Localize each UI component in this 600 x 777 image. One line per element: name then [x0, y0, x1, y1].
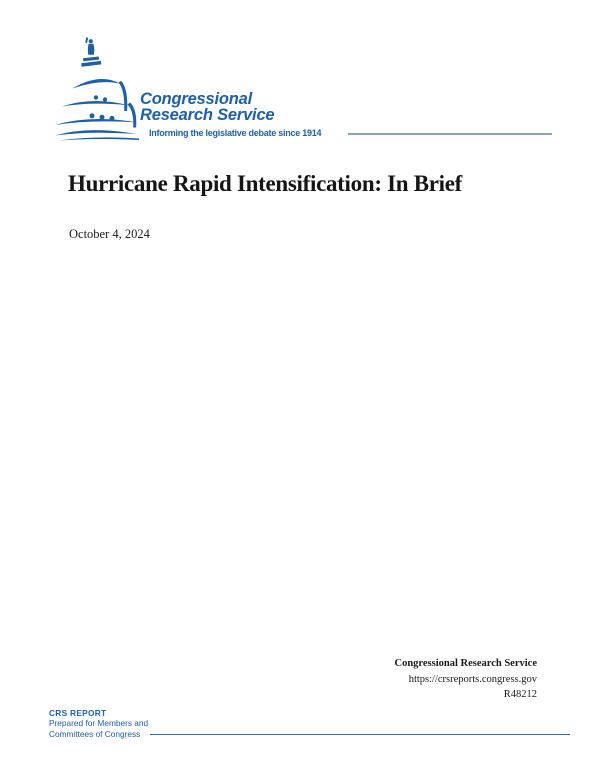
footer-rule	[150, 734, 570, 735]
footer-publisher: Congressional Research Service	[394, 658, 537, 669]
logo-org-line2: Research Service	[140, 105, 275, 124]
logo-tagline: Informing the legislative debate since 1914	[149, 128, 322, 138]
report-number: R48212	[503, 689, 537, 701]
report-date: October 4, 2024	[69, 227, 150, 241]
header-rule	[348, 133, 552, 135]
footer-report-type-block	[49, 708, 148, 739]
prepared-for-line1: Prepared for Members and	[49, 718, 149, 729]
footer-publisher-block	[394, 656, 537, 703]
prepared-for-line2: Committees of Congress	[49, 728, 141, 739]
report-title: Hurricane Rapid Intensification: In Brief	[68, 171, 463, 196]
report-type-label: CRS REPORT	[49, 708, 107, 718]
logo-org-line1: Congressional	[140, 90, 253, 108]
logo-org-name	[140, 92, 274, 123]
report-url-link[interactable]: https://crsreports.congress.gov	[408, 673, 537, 685]
